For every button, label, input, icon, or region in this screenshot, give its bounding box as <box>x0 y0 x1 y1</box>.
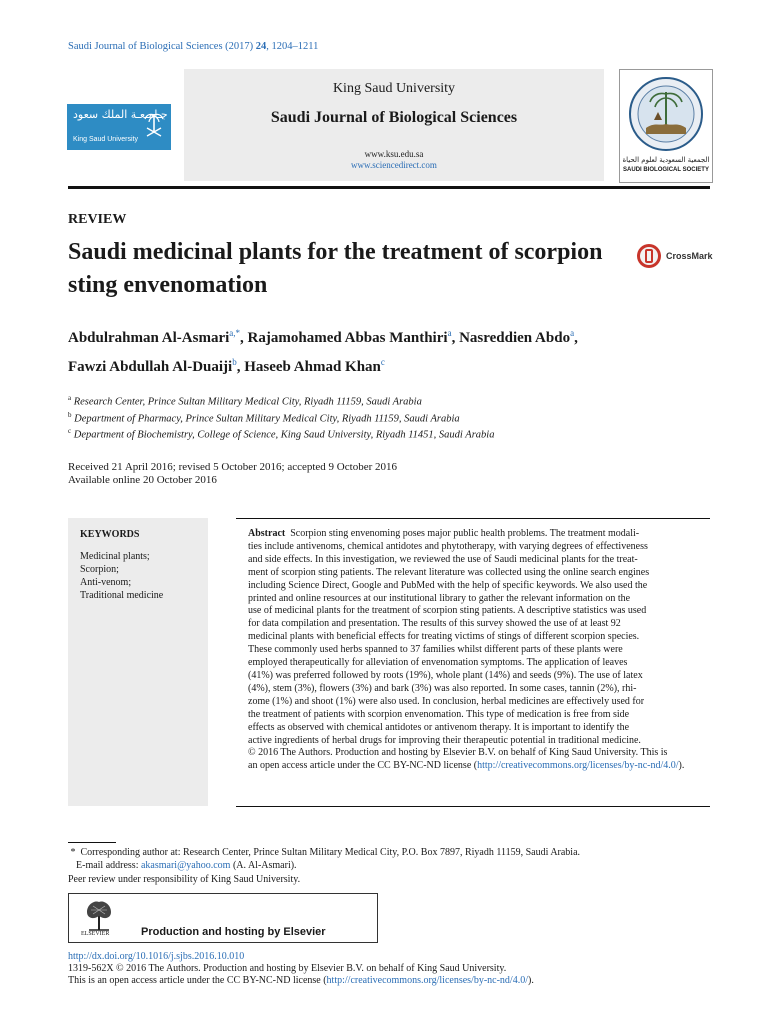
open-access-prefix: This is an open access article under the CC BY-NC-ND license ( <box>68 975 327 986</box>
author-affiliation-mark[interactable]: b <box>232 357 237 367</box>
ksu-logo <box>67 104 171 150</box>
author-name: Nasreddien Abdo <box>459 330 571 346</box>
abstract-license-suffix: ). <box>678 760 685 772</box>
open-access-note <box>68 975 534 986</box>
issn-copyright: 1319-562X © 2016 The Authors. Production and hosting by Elsevier B.V. on behalf of King Saud University. <box>68 963 507 974</box>
author-separator: , <box>236 359 245 375</box>
author-name: Haseeb Ahmad Khan <box>244 359 381 375</box>
email-suffix: (A. Al-Asmari). <box>230 860 297 871</box>
author-list <box>68 321 728 379</box>
palm-crest-icon <box>143 110 165 140</box>
abstract-line: for data compilation and presentation. The results of this survey showed the use of at least 92 <box>248 618 621 630</box>
abstract-line: employed therapeutically for alleviation of envenomation symptoms. The application of leaves <box>248 657 628 669</box>
publisher-text: Production and hosting by Elsevier <box>141 926 326 938</box>
abstract-line: © 2016 The Authors. Production and hosting by Elsevier B.V. on behalf of King Saud University. This is <box>248 747 668 759</box>
running-head-pages: , 1204–1211 <box>266 41 319 52</box>
elsevier-tree-icon <box>79 898 119 934</box>
email-link[interactable]: akasmari@yahoo.com <box>140 860 231 871</box>
abstract-line <box>248 760 710 773</box>
abstract-license-link[interactable]: http://creativecommons.org/licenses/by-nc-nd/4.0/ <box>477 760 679 772</box>
abstract-line: (4%), stem (3%), flowers (3%) and bark (3%) was also reported. In some cases, tannin (2%), rhi- <box>248 682 637 694</box>
corresponding-mark: * <box>70 847 76 858</box>
abstract-line: use of medicinal plants for the treatment of scorpion sting patients. A descriptive statistics was used <box>248 605 647 617</box>
author-affiliation-mark[interactable]: a <box>570 328 575 338</box>
keyword-item: Traditional medicine <box>80 590 164 601</box>
article-section: REVIEW <box>68 212 127 227</box>
open-access-suffix: ). <box>527 975 534 986</box>
masthead <box>184 69 604 181</box>
available-online-date: Available online 20 October 2016 <box>68 474 217 486</box>
abstract-license-prefix: an open access article under the CC BY-NC-ND license ( <box>248 760 478 772</box>
keyword-item: Medicinal plants; <box>80 551 150 562</box>
abstract-line: effects as observed with chemical antidotes or antivenom therapy. It is important to identify the <box>248 721 630 733</box>
affiliation-text: Department of Pharmacy, Prince Sultan Military Medical City, Riyadh 11159, Saudi Arabia <box>74 413 460 425</box>
running-head-journal: Saudi Journal of Biological Sciences (2017) <box>68 41 254 52</box>
keywords-title: KEYWORDS <box>80 529 140 540</box>
abstract-line: medicinal plants with beneficial effects for treating victims of stings of different scorpion species. <box>248 631 640 643</box>
author-separator: , <box>574 330 578 346</box>
abstract-line: active ingredients of herbal drugs for improving their therapeutic potential in traditional medicine. <box>248 734 641 746</box>
abstract-line: and side effects. In this investigation, we reviewed the use of Saudi medicinal plants for the treat- <box>248 553 638 565</box>
affiliation <box>68 394 422 408</box>
abstract-line: (41%) was preferred followed by roots (19%), whole plant (14%) and seeds (9%). The use of latex <box>248 669 643 681</box>
society-logo-box <box>619 69 713 183</box>
abstract-line <box>248 528 710 541</box>
masthead-url-sciencedirect[interactable]: www.sciencedirect.com <box>351 160 437 170</box>
author-name: Abdulrahman Al-Asmari <box>68 330 230 346</box>
author-separator: , <box>240 330 248 346</box>
abstract-line: printed and online resources at our institutional library to gather the relevant information on the <box>248 592 631 604</box>
society-seal-icon <box>628 76 704 152</box>
abstract-line: the treatment of patients with scorpion envenomation. This type of medication is free from side <box>248 708 630 720</box>
abstract-line: including Science Direct, Google and PubMed with the help of specific keywords. We also used the <box>248 579 648 591</box>
masthead-university: King Saud University <box>332 81 456 96</box>
abstract-line: These commonly used herbs spanned to 37 families whilst different parts of these plants were <box>248 644 623 656</box>
author-name: Rajamohamed Abbas Manthiri <box>247 330 448 346</box>
author-affiliation-mark[interactable]: a,* <box>229 328 241 338</box>
author-affiliation-mark[interactable]: c <box>380 357 385 367</box>
ksu-logo-english: King Saud University <box>73 136 138 143</box>
crossmark-badge[interactable] <box>636 243 716 269</box>
keyword-item: Anti-venom; <box>80 577 132 588</box>
author-affiliation-mark[interactable]: a <box>447 328 452 338</box>
masthead-journal-title: Saudi Journal of Biological Sciences <box>270 109 518 126</box>
abstract-line-text: Scorpion sting envenoming poses major public health problems. The treatment modali- <box>290 528 640 539</box>
publisher-box <box>68 893 378 943</box>
footnote-rule <box>68 842 116 843</box>
crossmark-label: CrossMark <box>666 251 713 261</box>
running-head <box>68 41 318 52</box>
running-head-volume: 24 <box>255 41 267 52</box>
affiliation-mark: b <box>68 411 72 419</box>
open-access-license-link[interactable]: http://creativecommons.org/licenses/by-nc-nd/4.0/ <box>326 975 528 986</box>
abstract-line: ties include antivenoms, chemical antidotes and phytotherapy, with varying degrees of effectiveness <box>248 540 648 552</box>
affiliation-mark: a <box>68 394 72 402</box>
abstract-bottom-rule <box>236 806 710 807</box>
crossmark-icon <box>636 243 662 269</box>
affiliation <box>68 411 460 425</box>
society-name-english: SAUDI BIOLOGICAL SOCIETY <box>623 167 709 173</box>
affiliation-text: Department of Biochemistry, College of Science, King Saud University, Riyadh 11451, Saudi Arabia <box>73 429 495 441</box>
corresponding-text: Corresponding author at: Research Center, Prince Sultan Military Medical City, P.O. Box 7897, Riyadh 11159, Saudi Arabia. <box>80 847 581 858</box>
abstract-line: ment of scorpion sting patients. The relevant literature was collected using the online search engines <box>248 566 650 578</box>
elsevier-wordmark: ELSEVIER <box>81 931 110 937</box>
article-title: Saudi medicinal plants for the treatment of scorpion sting envenomation <box>68 239 603 298</box>
society-name-arabic: الجمعية السعودية لعلوم الحياة <box>622 156 710 164</box>
masthead-rule <box>68 186 710 189</box>
affiliation-mark: c <box>68 427 72 435</box>
email-note <box>76 860 297 871</box>
abstract-label: Abstract <box>248 528 286 539</box>
affiliation <box>68 427 494 441</box>
abstract-line: zome (1%) and shoot (1%) were also used. In conclusion, herbal medicines are effectively used for <box>248 695 645 707</box>
keywords-box <box>68 518 208 806</box>
author-name: Fawzi Abdullah Al-Duaiji <box>68 359 233 375</box>
corresponding-author-note <box>68 847 580 858</box>
ksu-logo-arabic: جـامـعـة الملك سعود <box>73 108 168 121</box>
abstract <box>248 528 710 773</box>
received-dates: Received 21 April 2016; revised 5 October 2016; accepted 9 October 2016 <box>68 461 397 473</box>
peer-review-note: Peer review under responsibility of King Saud University. <box>68 874 301 885</box>
email-label: E-mail address: <box>76 860 141 871</box>
doi-link[interactable]: http://dx.doi.org/10.1016/j.sjbs.2016.10.010 <box>68 951 245 962</box>
masthead-url-ksu[interactable]: www.ksu.edu.sa <box>364 149 424 159</box>
affiliation-text: Research Center, Prince Sultan Military Medical City, Riyadh 11159, Saudi Arabia <box>73 396 422 408</box>
abstract-top-rule <box>236 518 710 519</box>
keyword-item: Scorpion; <box>80 564 119 575</box>
author-separator: , <box>451 330 460 346</box>
